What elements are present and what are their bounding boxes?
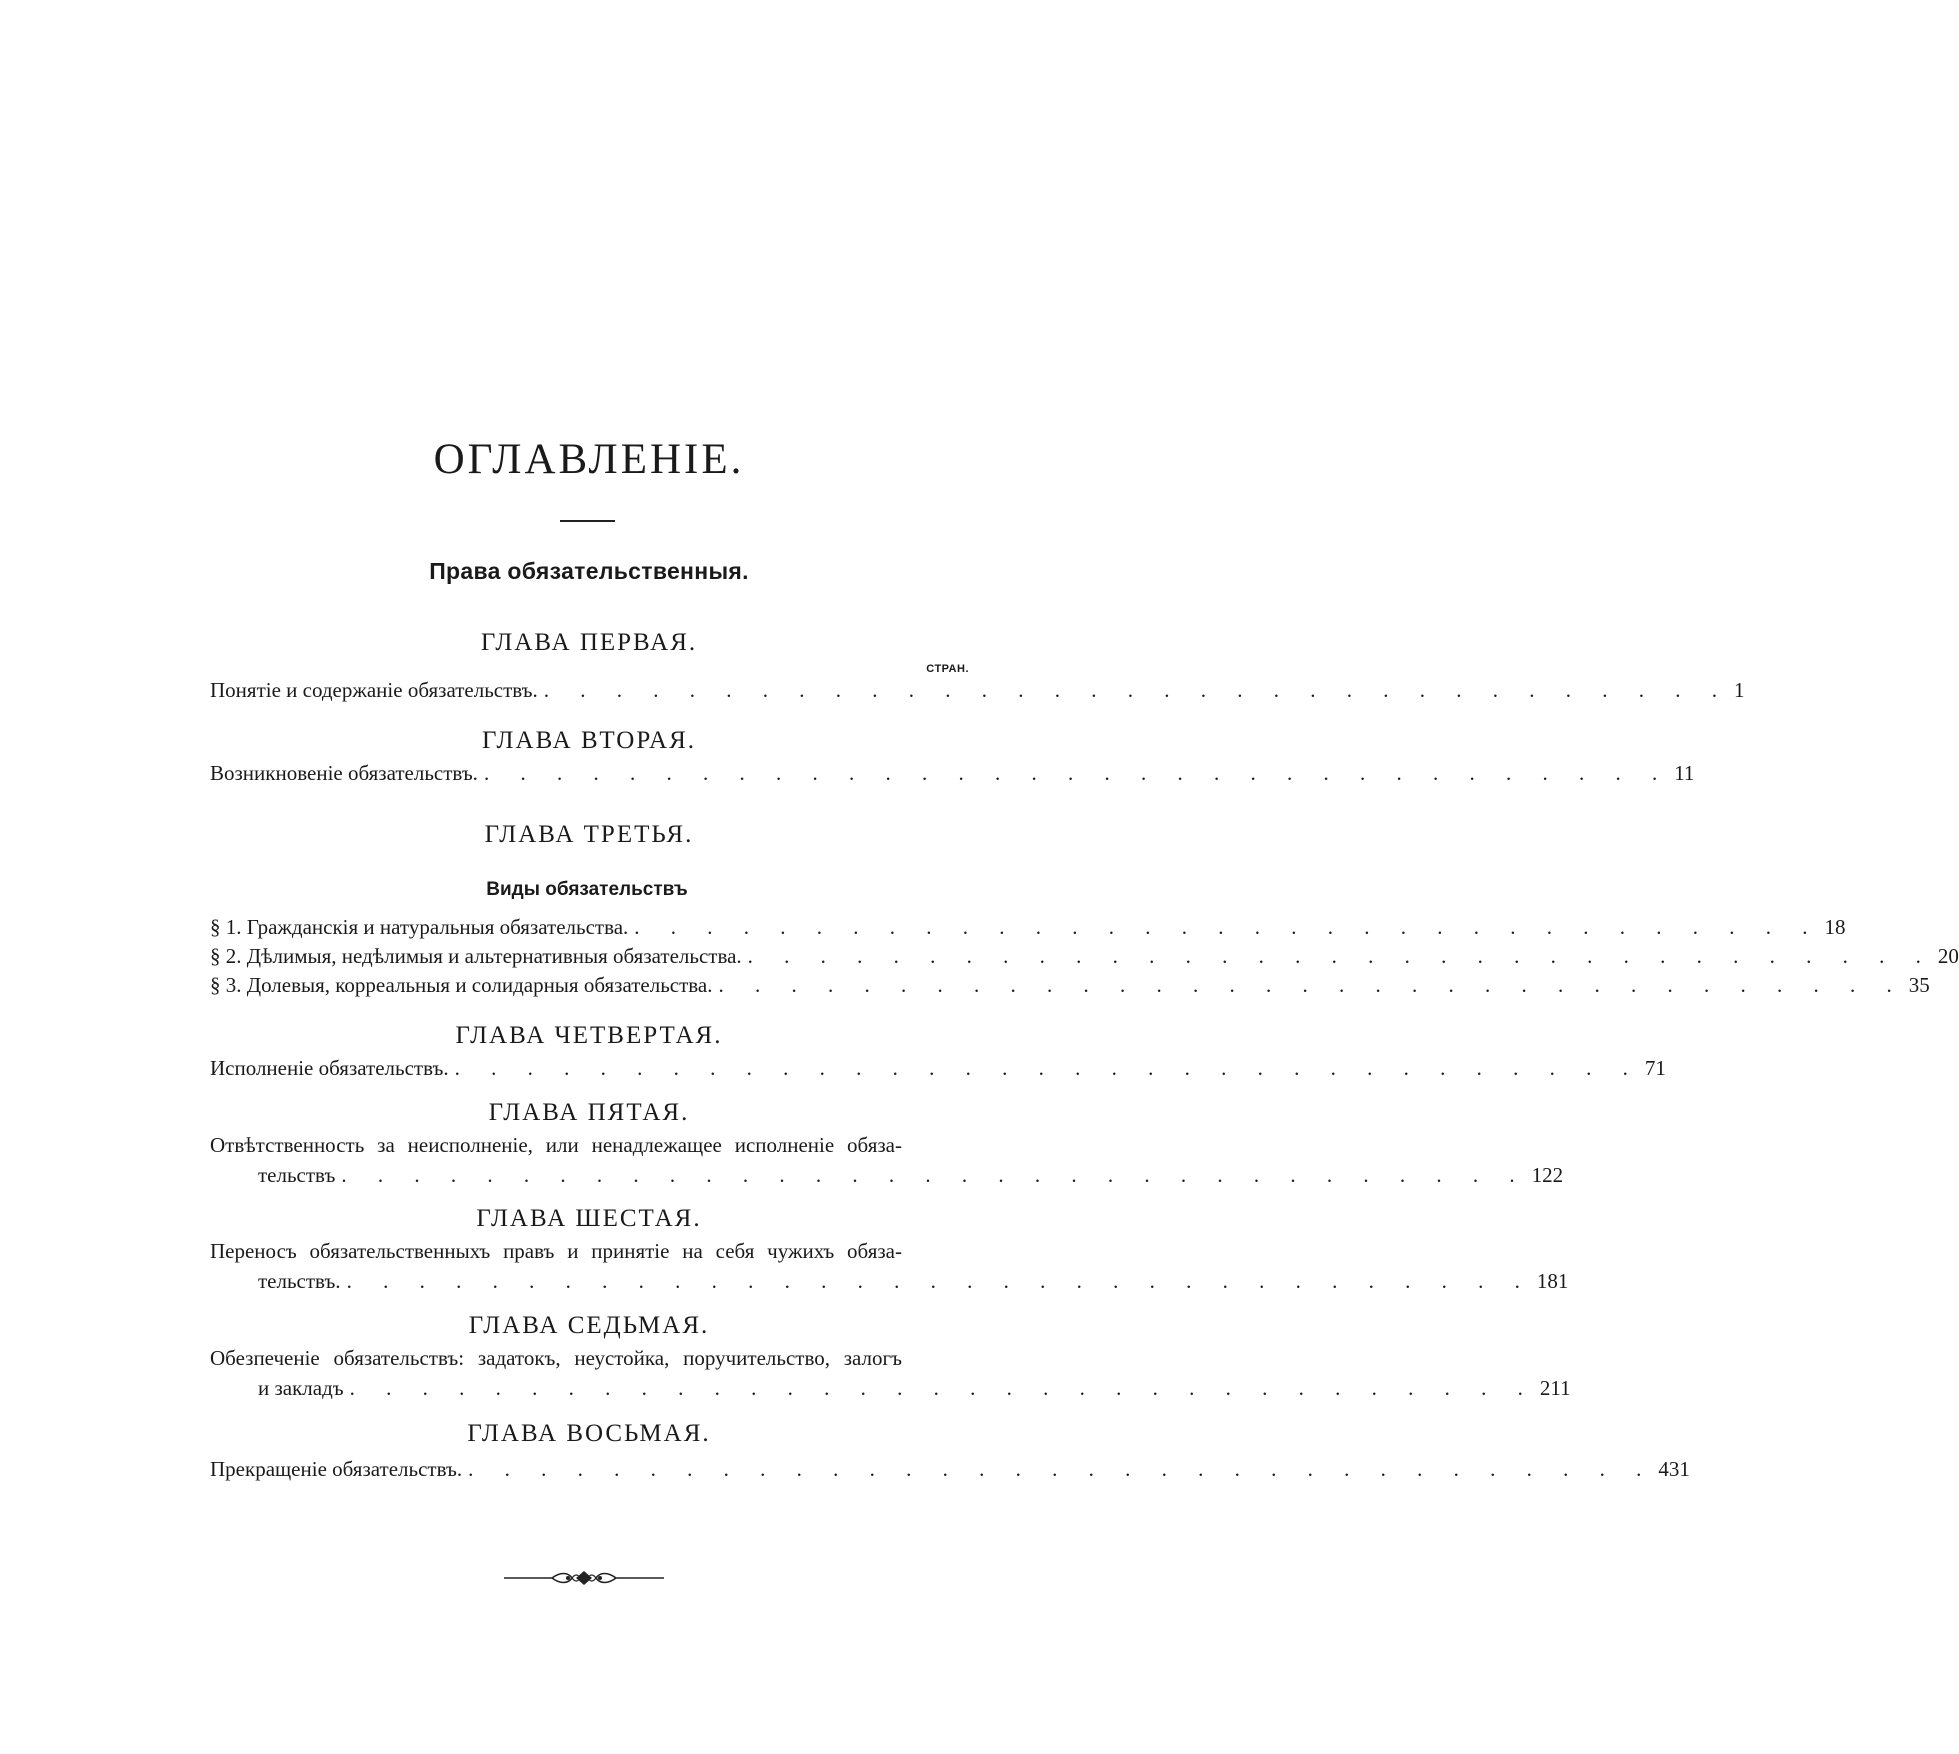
dot-leader: . . . . . . . . . . . . . . . . . . . . . . . . . . . . . . . . . (346, 1269, 1533, 1293)
chapter-heading-2: ГЛАВА ВТОРАЯ. (481, 727, 696, 754)
dot-leader: . . . . . . . . . . . . . . . . . . . . . . . . . . . . . . . . . (341, 1163, 1528, 1187)
dot-leader: . . . . . . . . . . . . . . . . . . . . . . . . . . . . . . . . . (454, 1056, 1641, 1080)
dot-leader: . . . . . . . . . . . . . . . . . . . . . . . . . . . . . . . . . (483, 761, 1671, 785)
chapter-heading-3: ГЛАВА ТРЕТЬЯ. (484, 821, 694, 848)
dot-leader: . . . . . . . . . . . . . . . . . . . . . . . . . . . . . . . . . (468, 1457, 1655, 1481)
toc-entry-page: 122 (1531, 1163, 1564, 1187)
dot-leader: . . . . . . . . . . . . . . . . . . . . . . . . . . . . . . . . . (747, 944, 1934, 968)
toc-entry-page: 18 (1824, 915, 1846, 939)
toc-entry-page: 181 (1536, 1269, 1569, 1293)
toc-entry-page: 11 (1674, 761, 1695, 785)
toc-entry-page: 71 (1644, 1056, 1666, 1080)
toc-entry-page: 20 (1937, 944, 1959, 968)
toc-entry-3-1[interactable] (210, 915, 1846, 939)
toc-entry-page: 1 (1734, 678, 1745, 702)
toc-entry-text: тельствъ (258, 1163, 336, 1187)
chapter-heading-8: ГЛАВА ВОСЬМАЯ. (467, 1420, 711, 1447)
toc-entry-text: тельствъ. (258, 1269, 341, 1293)
toc-entry-page: 431 (1658, 1457, 1690, 1481)
dot-leader: . . . . . . . . . . . . . . . . . . . . . . . . . . . . . . . . . (543, 678, 1731, 702)
dot-leader: . . . . . . . . . . . . . . . . . . . . . . . . . . . . . . . . . (349, 1376, 1536, 1400)
toc-entry-text: § 1. Гражданскія и натуральныя обязательства. (210, 915, 629, 939)
chapter-heading-1: ГЛАВА ПЕРВАЯ. (480, 629, 698, 656)
toc-entry-page: 211 (1539, 1376, 1571, 1400)
toc-entry-7-line1[interactable]: Обезпеченіе обязательствъ: задатокъ, неустойка, поручительство, залогъ (210, 1346, 902, 1370)
toc-entry-3-2[interactable] (210, 944, 1959, 968)
toc-entry-text: Понятіе и содержаніе обязательствъ. (210, 678, 538, 702)
toc-entry-text: § 2. Дѣлимыя, недѣлимыя и альтернативныя обязательства. (210, 944, 742, 968)
part-title: Права обязательственныя. (429, 558, 749, 584)
toc-entry-text: Исполненіе обязательствъ. (210, 1056, 449, 1080)
page-column-label: СТРАН. (926, 663, 969, 675)
chapter-heading-5: ГЛАВА ПЯТАЯ. (488, 1099, 690, 1126)
page-title: ОГЛАВЛЕНІЕ. (433, 436, 745, 483)
toc-entry-5[interactable] (258, 1163, 1564, 1187)
toc-entry-3-3[interactable] (210, 973, 1930, 997)
section-heading: Виды обязательствъ (486, 879, 688, 900)
toc-entry-text: § 3. Долевыя, корреальныя и солидарныя обязательства. (210, 973, 713, 997)
chapter-heading-6: ГЛАВА ШЕСТАЯ. (476, 1205, 702, 1232)
toc-entry-8[interactable] (210, 1457, 1690, 1481)
chapter-heading-7: ГЛАВА СЕДЬМАЯ. (468, 1312, 710, 1339)
chapter-heading-4: ГЛАВА ЧЕТВЕРТАЯ. (455, 1022, 723, 1049)
toc-entry-6-line1[interactable]: Переносъ обязательственныхъ правъ и принятіе на себя чужихъ обяза- (210, 1239, 902, 1263)
toc-entry-page: 35 (1908, 973, 1930, 997)
toc-entry-text: Возникновеніе обязательствъ. (210, 761, 478, 785)
toc-entry-4[interactable] (210, 1056, 1666, 1080)
toc-entry-2[interactable] (210, 761, 1695, 785)
title-rule (560, 520, 615, 522)
toc-entry-6[interactable] (258, 1269, 1569, 1293)
toc-entry-1[interactable] (210, 678, 1745, 702)
toc-entry-text: и закладъ (258, 1376, 344, 1400)
toc-entry-7[interactable] (258, 1376, 1571, 1400)
dot-leader: . . . . . . . . . . . . . . . . . . . . . . . . . . . . . . . . . (634, 915, 1821, 939)
flourish-ornament-icon (502, 1568, 666, 1588)
dot-leader: . . . . . . . . . . . . . . . . . . . . . . . . . . . . . . . . . (718, 973, 1905, 997)
toc-entry-text: Прекращеніе обязательствъ. (210, 1457, 463, 1481)
toc-entry-5-line1[interactable]: Отвѣтственность за неисполненіе, или ненадлежащее исполненіе обяза- (210, 1133, 902, 1157)
